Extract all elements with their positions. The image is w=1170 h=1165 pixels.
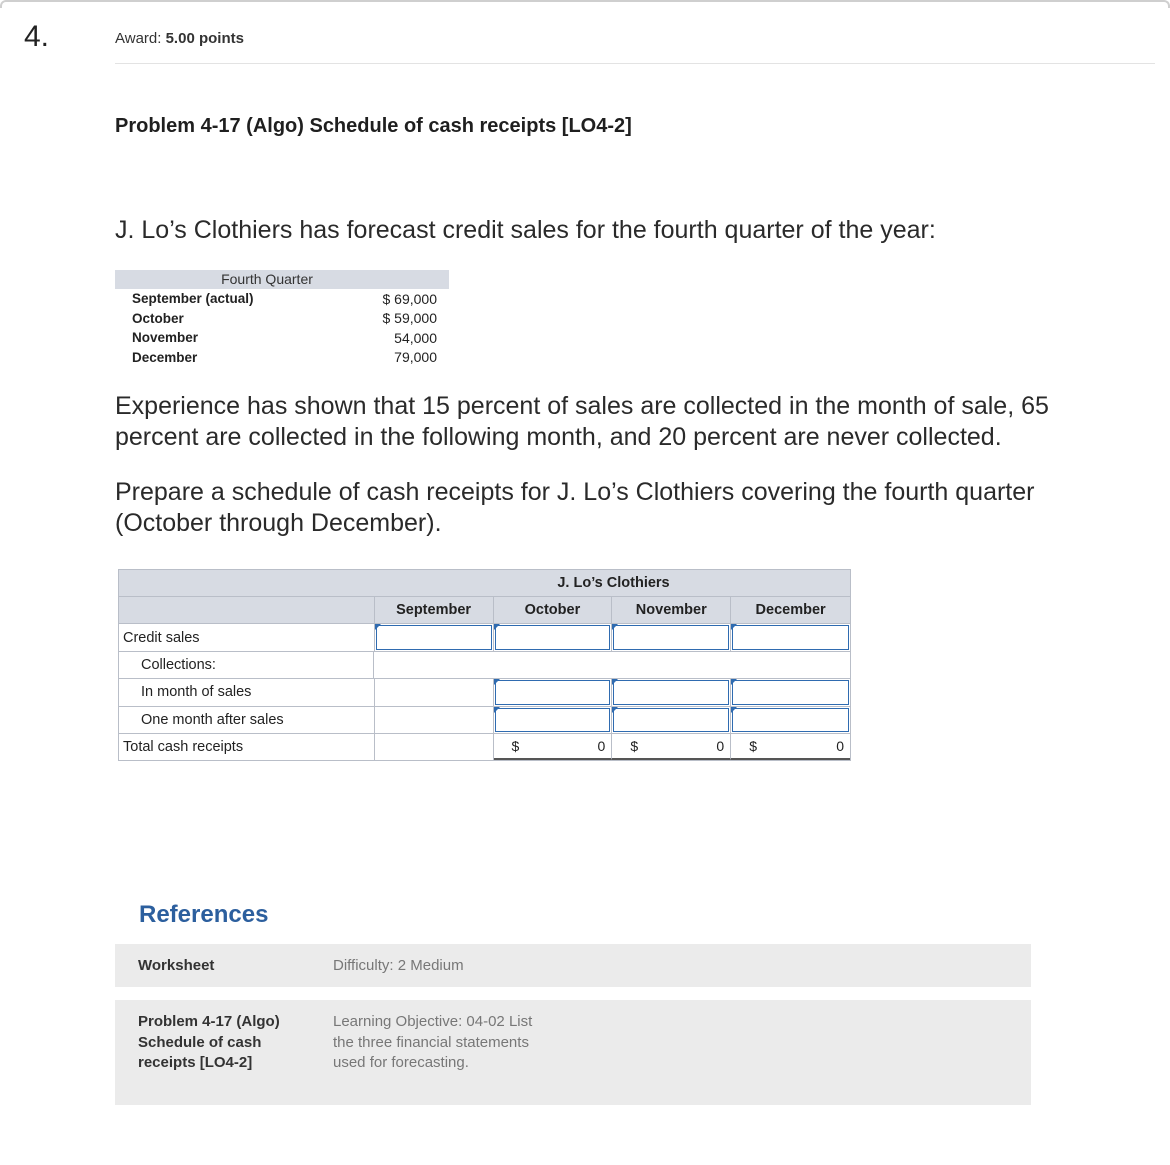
cash-receipts-schedule xyxy=(118,569,851,761)
total-november-value: 0 xyxy=(716,738,725,755)
row-collections xyxy=(118,652,851,679)
total-december-value: 0 xyxy=(836,738,845,755)
input-flag-icon xyxy=(731,679,737,685)
input-flag-icon xyxy=(612,707,618,713)
in-month-december-input[interactable] xyxy=(732,680,849,704)
row-label: Collections: xyxy=(119,652,374,678)
cell xyxy=(731,707,850,733)
forecast-month: September (actual) xyxy=(132,291,254,307)
cell-empty xyxy=(375,679,494,705)
problem-reference xyxy=(115,1000,1031,1105)
total-november-cell xyxy=(612,734,731,760)
forecast-month: December xyxy=(132,349,198,365)
cell xyxy=(494,624,613,650)
question-frame-border xyxy=(0,0,1170,8)
row-label: One month after sales xyxy=(119,707,375,733)
forecast-value: $ 69,000 xyxy=(382,290,437,307)
cell xyxy=(731,679,850,705)
col-october: October xyxy=(494,597,613,623)
forecast-header: Fourth Quarter xyxy=(115,270,449,289)
input-flag-icon xyxy=(494,707,500,713)
currency-symbol: $ xyxy=(511,738,520,755)
problem-title: Problem 4-17 (Algo) Schedule of cash receipts [LO4-2] xyxy=(115,115,632,137)
credit-sales-november-input[interactable] xyxy=(613,625,729,649)
forecast-row xyxy=(115,309,449,329)
input-flag-icon xyxy=(494,679,500,685)
award-value: 5.00 points xyxy=(165,30,244,47)
total-october-value: 0 xyxy=(597,738,606,755)
credit-sales-september-input[interactable] xyxy=(376,625,492,649)
col-september: September xyxy=(375,597,494,623)
forecast-row xyxy=(115,328,449,348)
row-total xyxy=(118,734,851,761)
award-info xyxy=(115,30,244,47)
header-blank xyxy=(119,597,375,623)
currency-symbol: $ xyxy=(630,738,639,755)
input-flag-icon xyxy=(612,679,618,685)
month-after-november-input[interactable] xyxy=(613,708,729,732)
month-after-december-input[interactable] xyxy=(732,708,849,732)
worksheet-label[interactable]: Worksheet xyxy=(138,957,215,974)
cell-empty xyxy=(375,707,494,733)
in-month-october-input[interactable] xyxy=(495,680,611,704)
references-heading: References xyxy=(139,901,269,928)
forecast-row xyxy=(115,289,449,309)
row-label: In month of sales xyxy=(119,679,375,705)
col-december: December xyxy=(755,602,826,618)
forecast-month: October xyxy=(132,310,184,326)
cell xyxy=(494,679,613,705)
cell xyxy=(612,679,731,705)
award-label: Award: xyxy=(115,30,166,47)
header-divider xyxy=(115,63,1155,64)
in-month-november-input[interactable] xyxy=(613,680,729,704)
learning-objective-text: Learning Objective: 04-02 List the three financial statements used for forecasting. xyxy=(333,1013,533,1071)
cell xyxy=(494,707,613,733)
problem-experience: Experience has shown that 15 percent of sales are collected in the month of sale, 65 percent are collected in the following month, and 20 percent are never collected. xyxy=(115,392,1049,451)
cell xyxy=(375,624,494,650)
row-label: Total cash receipts xyxy=(119,734,375,760)
cell xyxy=(731,624,850,650)
currency-symbol: $ xyxy=(749,738,757,755)
forecast-value: $ 59,000 xyxy=(382,310,437,327)
forecast-month: November xyxy=(132,330,199,346)
row-credit-sales xyxy=(118,624,851,651)
difficulty-text: Difficulty: 2 Medium xyxy=(333,957,464,974)
problem-reference-label[interactable]: Problem 4-17 (Algo) Schedule of cash receipts [LO4-2] xyxy=(138,1013,280,1071)
total-december-cell xyxy=(731,734,850,760)
row-one-month-after xyxy=(118,707,851,734)
question-number: 4. xyxy=(24,20,50,53)
cell-empty xyxy=(374,652,850,678)
forecast-value: 79,000 xyxy=(394,349,437,366)
worksheet-reference xyxy=(115,944,1031,987)
total-october-cell xyxy=(494,734,613,760)
credit-sales-october-input[interactable] xyxy=(495,625,611,649)
forecast-row xyxy=(115,348,449,368)
cell xyxy=(612,707,731,733)
row-in-month xyxy=(118,679,851,706)
problem-intro: J. Lo’s Clothiers has forecast credit sales for the fourth quarter of the year: xyxy=(115,216,936,244)
schedule-title: J. Lo’s Clothiers xyxy=(557,575,670,591)
schedule-header-row xyxy=(118,597,851,624)
input-flag-icon xyxy=(612,624,618,630)
col-november: November xyxy=(612,597,731,623)
month-after-october-input[interactable] xyxy=(495,708,611,732)
input-flag-icon xyxy=(375,624,381,630)
schedule-title-row xyxy=(118,569,851,597)
forecast-value: 54,000 xyxy=(394,329,437,346)
credit-sales-december-input[interactable] xyxy=(732,625,849,649)
input-flag-icon xyxy=(731,707,737,713)
cell-empty xyxy=(375,734,494,760)
input-flag-icon xyxy=(731,624,737,630)
problem-instruction: Prepare a schedule of cash receipts for J. Lo’s Clothiers covering the fourth quarter (October through December). xyxy=(115,478,1035,537)
input-flag-icon xyxy=(494,624,500,630)
cell xyxy=(612,624,731,650)
forecast-table xyxy=(115,270,449,367)
row-label: Credit sales xyxy=(119,624,375,650)
